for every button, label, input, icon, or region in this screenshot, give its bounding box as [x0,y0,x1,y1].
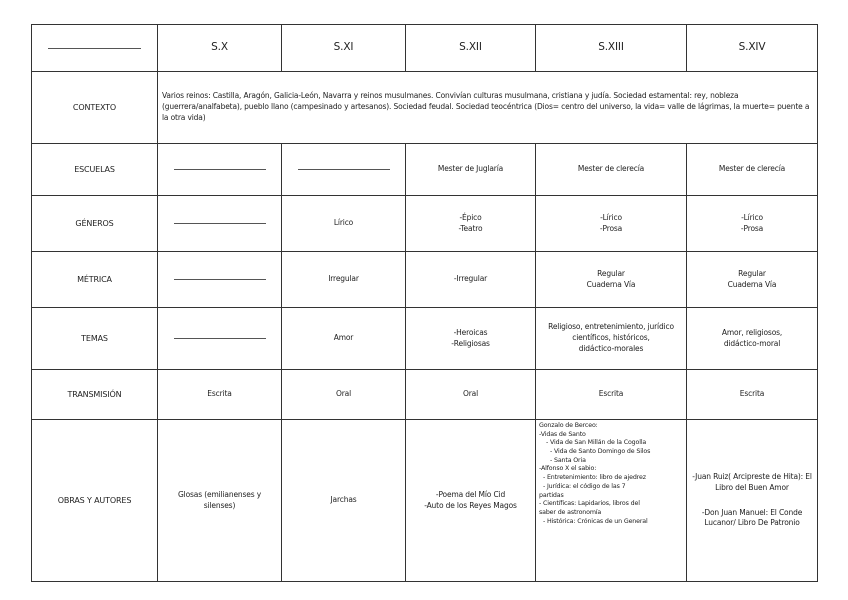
temas-xii-line: -Religiosas [451,338,490,348]
blank-line [174,279,266,280]
generos-xiv-line: -Prosa [740,223,764,233]
obras-xi: Jarchas [282,420,406,582]
row-label-escuelas: ESCUELAS [32,144,158,196]
generos-xiv [687,196,818,252]
transmision-xiv: Escrita [687,370,818,420]
temas-xiii-line: didáctico-morales [578,343,644,353]
row-label-temas: TEMAS [32,308,158,370]
header-row [32,25,818,72]
obras-xii [406,420,536,582]
row-label-obras: OBRAS Y AUTORES [32,420,158,582]
row-label-contexto: CONTEXTO [32,72,158,144]
metrica-xiv [687,252,818,308]
row-metrica [32,252,818,308]
blank-line [174,223,266,224]
temas-xiv [687,308,818,370]
generos-xi: Lírico [282,196,406,252]
row-obras [32,420,818,582]
obras-xiv [687,420,818,582]
generos-xiv-line: -Lírico [741,212,763,222]
obras-xiii-line: - Vida de San Millán de la Cogolla [546,439,647,447]
metrica-xiii-line: Cuaderna Vía [586,279,636,289]
obras-xiii-line: - Vida de Santo Domingo de Silos [550,448,651,456]
header-century-xi: S.XI [282,25,406,72]
row-contexto [32,72,818,144]
generos-xiii-line: -Prosa [599,223,623,233]
metrica-xiii-line: Regular [597,268,625,278]
obras-xiii-line: - Científicas: Lapidarios, libros del [539,500,640,508]
header-empty-cell [32,25,158,72]
row-label-metrica: MÉTRICA [32,252,158,308]
row-escuelas [32,144,818,196]
blank-line [48,48,142,49]
temas-xi: Amor [282,308,406,370]
obras-xiv-line: -Juan Ruiz( Arcipreste de Hita): El Libro del Buen Amor [692,471,812,492]
metrica-xi: Irregular [282,252,406,308]
transmision-xii: Oral [406,370,536,420]
contexto-text: Varios reinos: Castilla, Aragón, Galicia-León, Navarra y reinos musulmanes. Convivían culturas musulmana, cristiana y judía. Sociedad estamental: rey, nobleza (guerrera/analfabeta), pueblo llano (campesinado y artesanos). Sociedad feudal. Sociedad teocéntrica (Dios= centro del universo, la vida= valle de lágrimas, la muerte= puente a la otra vida) [158,72,818,144]
header-century-xiv: S.XIV [687,25,818,72]
temas-xii-line: -Heroicas [453,327,488,337]
generos-xii [406,196,536,252]
blank-line [174,169,266,170]
obras-xii-line: -Poema del Mío Cid [435,489,506,499]
escuelas-xiii: Mester de clerecía [536,144,687,196]
obras-xiii-line: -Vidas de Santo [539,430,586,438]
row-transmision [32,370,818,420]
metrica-x-empty [158,252,282,308]
header-century-xiii: S.XIII [536,25,687,72]
temas-xiii-line: Religioso, entretenimiento, jurídico [548,322,674,332]
generos-xiii [536,196,687,252]
metrica-xiv-line: Cuaderna Vía [727,279,777,289]
row-temas [32,308,818,370]
blank-line [174,338,266,339]
temas-xiii [536,308,687,370]
metrica-xiii [536,252,687,308]
blank-line [298,169,390,170]
obras-xiii [536,420,687,582]
obras-xiii-line: - Santa Oria [550,456,586,464]
temas-xiv-line: didáctico-moral [723,338,781,348]
escuelas-xi-empty [282,144,406,196]
obras-xiii-line: - Entretenimiento: libro de ajedrez [543,474,646,482]
spacer [691,494,813,508]
obras-xiii-line: Gonzalo de Berceo: [539,422,598,429]
obras-xiii-line: - Jurídica: el código de las 7 [543,482,626,490]
obras-xiii-line: - Histórica: Crónicas de un General [543,517,648,525]
literature-table [31,24,818,582]
temas-xii [406,308,536,370]
generos-xii-line: -Épico [459,212,482,222]
escuelas-xiv: Mester de clerecía [687,144,818,196]
obras-xiii-line: -Alfonso X el sabio: [539,465,597,473]
transmision-xi: Oral [282,370,406,420]
temas-x-empty [158,308,282,370]
header-century-xii: S.XII [406,25,536,72]
generos-xiii-line: -Lírico [600,212,622,222]
generos-xii-line: -Teatro [458,223,483,233]
obras-xiii-line: saber de astronomía [539,508,602,516]
metrica-xiv-line: Regular [738,268,766,278]
metrica-xii: -Irregular [406,252,536,308]
generos-x-empty [158,196,282,252]
row-label-transmision: TRANSMISIÓN [32,370,158,420]
header-century-x: S.X [158,25,282,72]
transmision-x: Escrita [158,370,282,420]
row-label-generos: GÉNEROS [32,196,158,252]
row-generos [32,196,818,252]
obras-xiii-line: partidas [539,491,564,499]
transmision-xiii: Escrita [536,370,687,420]
escuelas-x-empty [158,144,282,196]
temas-xiii-line: científicos, históricos, [572,333,650,343]
obras-xiv-line: -Don Juan Manuel: El Conde Lucanor/ Libro De Patronio [701,507,803,528]
obras-xii-line: -Auto de los Reyes Magos [424,500,517,510]
escuelas-xii: Mester de Juglaría [406,144,536,196]
obras-x: Glosas (emilianenses y silenses) [158,420,282,582]
temas-xiv-line: Amor, religiosos, [721,327,783,337]
